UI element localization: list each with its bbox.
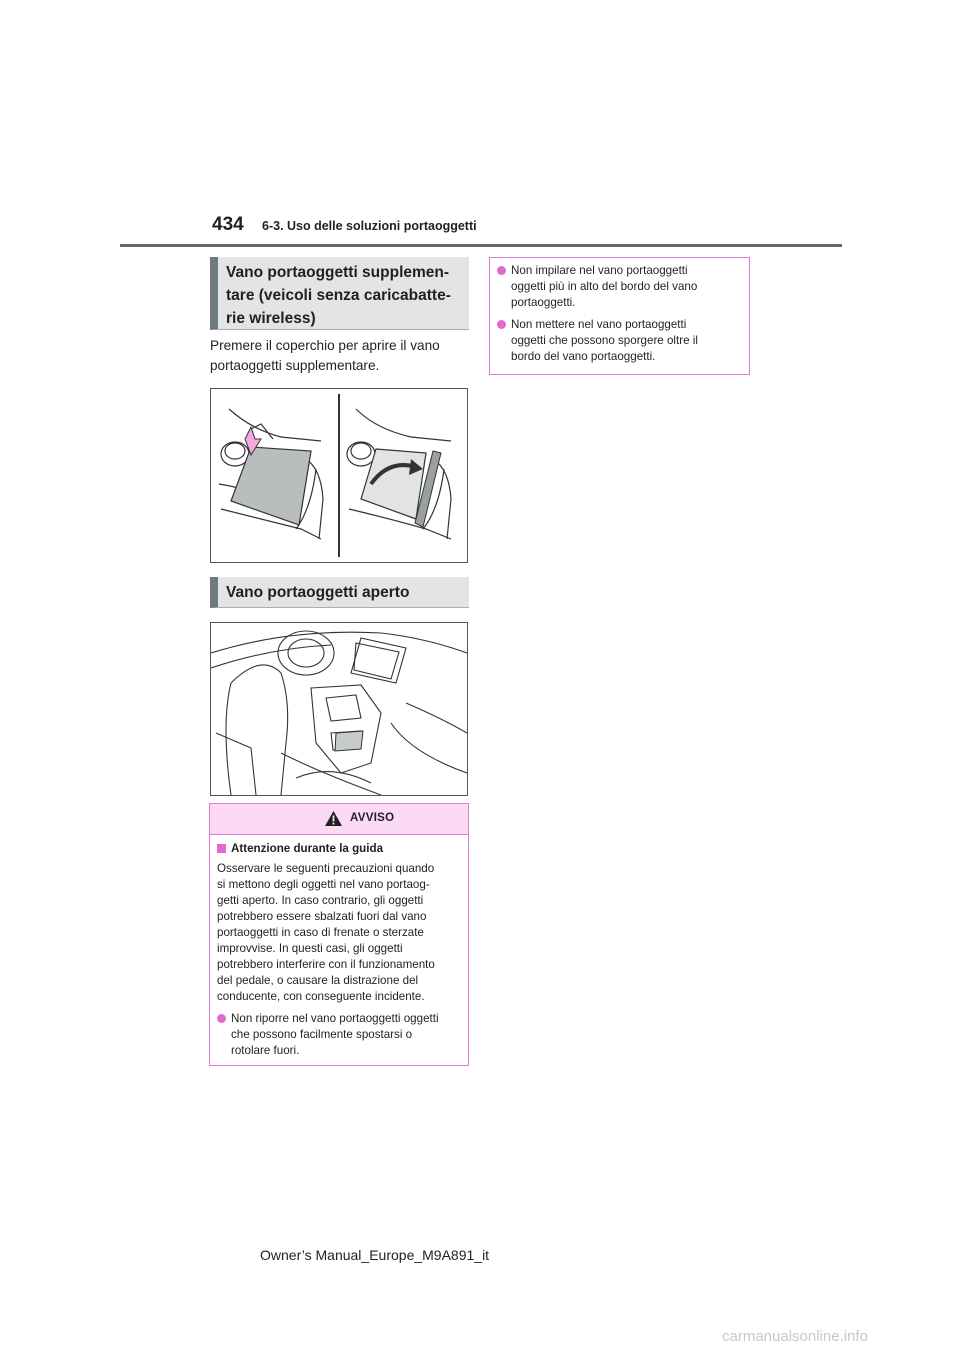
- bullet-line: bordo del vano portaoggetti.: [511, 350, 656, 363]
- cabin-illustration: [210, 622, 468, 796]
- instruction-line: portaoggetti supplementare.: [210, 357, 380, 373]
- warning-paragraph: [217, 861, 461, 1005]
- bullet-line: Non riporre nel vano portaoggetti oggetti: [231, 1012, 439, 1025]
- warning-bullet-item: [217, 1011, 461, 1059]
- bullet-line: rotolare fuori.: [231, 1044, 300, 1057]
- warning-subheading: [217, 841, 461, 857]
- cabin-diagram: [211, 623, 467, 795]
- open-compartment: [361, 449, 426, 519]
- warning-line: Osservare le seguenti precauzioni quando: [217, 862, 435, 875]
- warning-triangle-icon: [324, 810, 343, 827]
- round-bullet-icon: [497, 266, 506, 275]
- heading-line: rie wireless): [226, 310, 316, 327]
- warning-header: [210, 804, 468, 835]
- section-title: 6-3. Uso delle soluzioni portaoggetti: [262, 219, 477, 233]
- section-heading-supplementary-compartment: [210, 257, 469, 330]
- bullet-line: che possono facilmente spostarsi o: [231, 1028, 413, 1041]
- heading-line: tare (veicoli senza caricabatte-: [226, 287, 451, 304]
- instruction-text: [210, 336, 472, 375]
- header-divider: [120, 244, 842, 247]
- side-bullet-item: [497, 317, 742, 365]
- bullet-line: oggetti più in alto del bordo del vano: [511, 280, 698, 293]
- warning-continuation-box: [489, 257, 750, 375]
- compartment-lid-illustration: [210, 388, 468, 563]
- lid-diagram: [211, 389, 467, 562]
- bullet-line: portaoggetti.: [511, 296, 576, 309]
- open-tray-highlight: [335, 731, 363, 751]
- warning-line: si mettono degli oggetti nel vano portaog-: [217, 878, 430, 891]
- warning-box: [209, 803, 469, 1066]
- watermark: carmanualsonline.info: [722, 1328, 868, 1345]
- warning-label: AVVISO: [350, 812, 395, 824]
- warning-subheading-text: Attenzione durante la guida: [231, 842, 384, 855]
- warning-line: del pedale, o causare la distrazione del: [217, 974, 419, 987]
- section-heading-open-compartment: Vano portaoggetti aperto: [210, 577, 469, 608]
- round-bullet-icon: [217, 1014, 226, 1023]
- side-bullet-item: [497, 263, 742, 311]
- page-number: 434: [212, 214, 244, 235]
- warning-body: [210, 835, 468, 1059]
- warning-line: potrebbero interferire con il funzionamento: [217, 958, 435, 971]
- warning-line: conducente, con conseguente incidente.: [217, 990, 425, 1003]
- bullet-line: Non impilare nel vano portaoggetti: [511, 264, 688, 277]
- instruction-line: Premere il coperchio per aprire il vano: [210, 338, 440, 353]
- footer-manual-id: Owner’s Manual_Europe_M9A891_it: [260, 1247, 490, 1263]
- round-bullet-icon: [497, 320, 506, 329]
- square-bullet-icon: [217, 844, 226, 853]
- bullet-line: oggetti che possono sporgere oltre il: [511, 334, 698, 347]
- compartment-lid: [231, 447, 311, 525]
- warning-line: improvvise. In questi casi, gli oggetti: [217, 942, 403, 955]
- heading-line: Vano portaoggetti supplemen-: [226, 264, 450, 281]
- warning-line: potrebbero essere sbalzati fuori dal vano: [217, 910, 427, 923]
- bullet-line: Non mettere nel vano portaoggetti: [511, 318, 687, 331]
- warning-line: getti aperto. In caso contrario, gli oggetti: [217, 894, 424, 907]
- warning-line: portaoggetti in caso di frenate o sterzate: [217, 926, 424, 939]
